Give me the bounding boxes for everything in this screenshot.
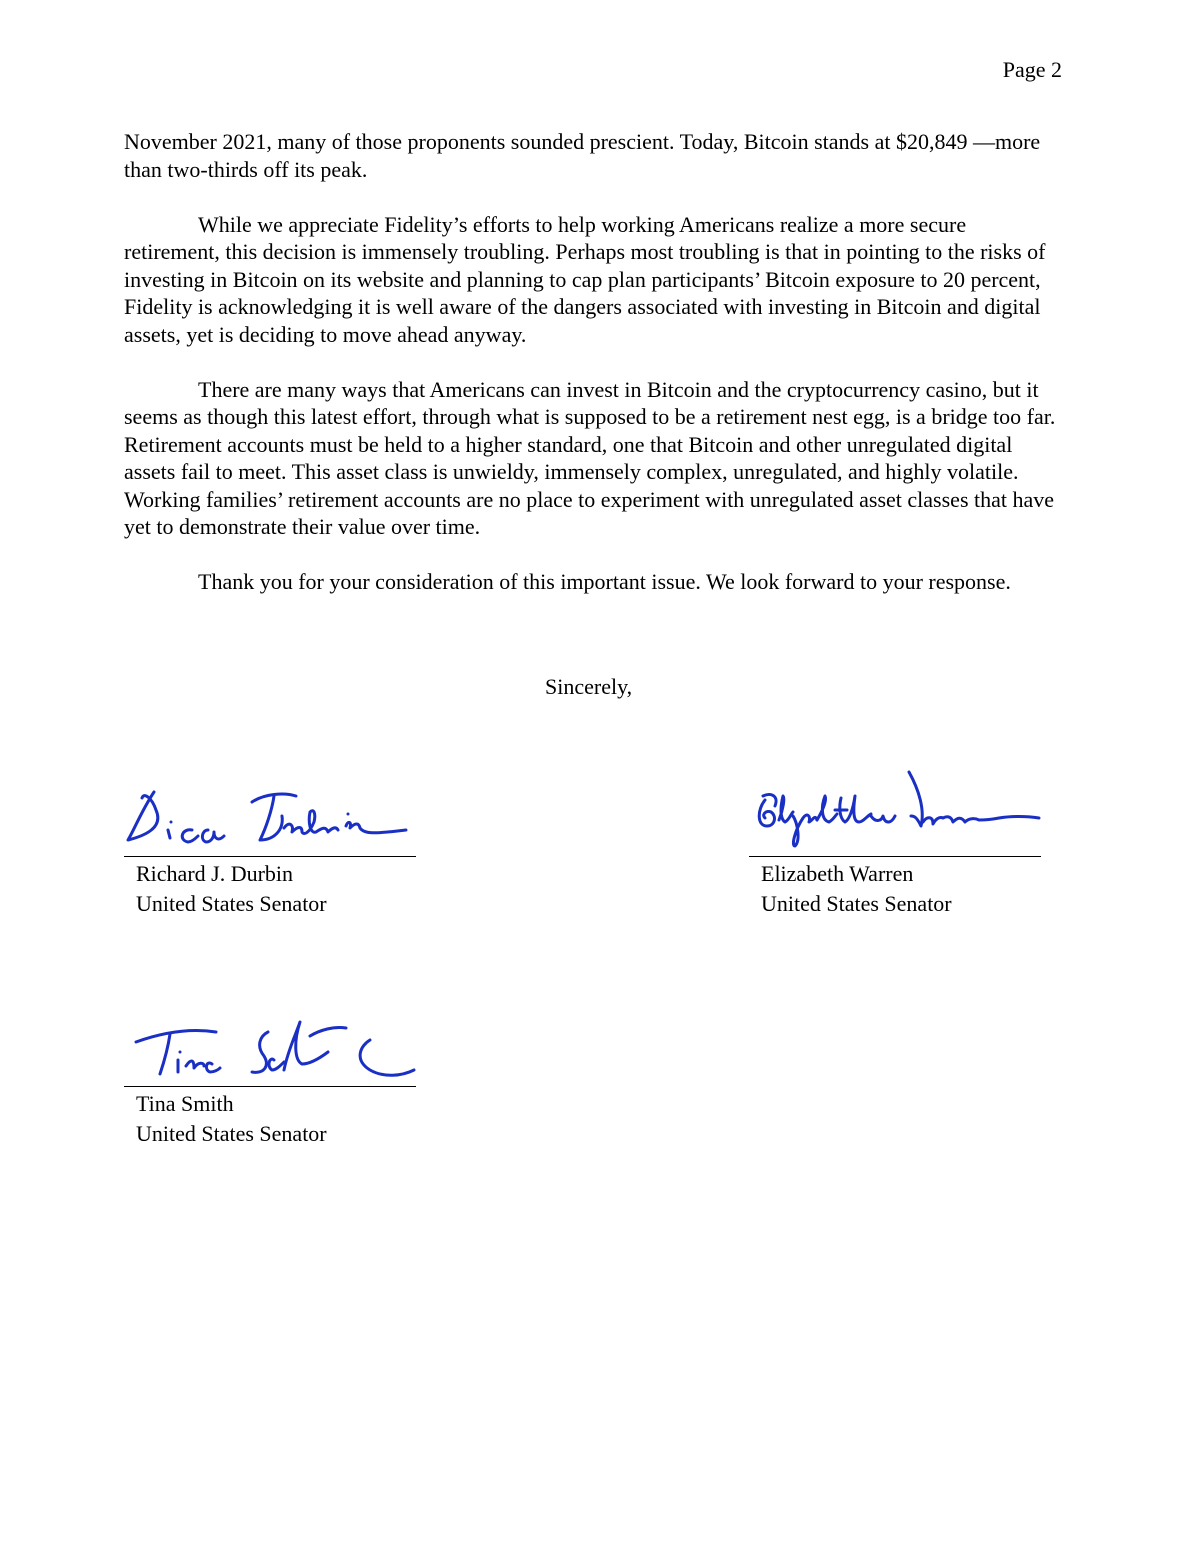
closing-salutation: Sincerely, [545,674,633,699]
signature-line [124,770,416,857]
signature-line [124,1000,416,1087]
paragraph-thank-you: Thank you for your consideration of this important issue. We look forward to your response. [198,569,1011,594]
signature-line [749,770,1041,857]
signer-title: United States Senator [761,891,952,916]
handwritten-signature-durbin-icon [124,770,424,860]
signer-name: Tina Smith [136,1091,234,1116]
page-number: Page 2 [1002,57,1062,82]
handwritten-signature-smith-icon [124,1000,424,1090]
signer-name: Elizabeth Warren [761,861,914,886]
signer-title: United States Senator [136,891,327,916]
paragraph-retirement-standard: There are many ways that Americans can invest in Bitcoin and the cryptocurrency casino, but it seems as though this latest effort, through what is supposed to be a retirement nest egg, is a bridge too far. Retirement accounts must be held to a higher standard, one that Bitcoin and other unregulated digital assets fail to meet. This asset class is unwieldy, immensely complex, unregulated, and highly volatile. Working families’ retirement accounts are no place to experiment with unregulated asset classes that have yet to demonstrate their value over time. [124,376,1056,539]
handwritten-signature-warren-icon [749,770,1049,860]
paragraph-fidelity-concern: While we appreciate Fidelity’s efforts to help working Americans realize a more secure retirement, this decision is immensely troubling. Perhaps most troubling is that in pointing to the risks of investing in Bitcoin on its website and planning to cap plan participants’ Bitcoin exposure to 20 percent, Fidelity is acknowledging it is well aware of the dangers associated with investing in Bitcoin and digital assets, yet is deciding to move ahead anyway. [124,211,1046,347]
signature-block-warren [749,770,1041,919]
signer-title: United States Senator [136,1121,327,1146]
signature-block-durbin [124,770,416,919]
signer-name: Richard J. Durbin [136,861,294,886]
signature-block-smith [124,1000,416,1149]
paragraph-continuation: November 2021, many of those proponents sounded prescient. Today, Bitcoin stands at $20,849 —more than two-thirds off its peak. [124,129,1041,182]
letter-body [124,128,1062,596]
